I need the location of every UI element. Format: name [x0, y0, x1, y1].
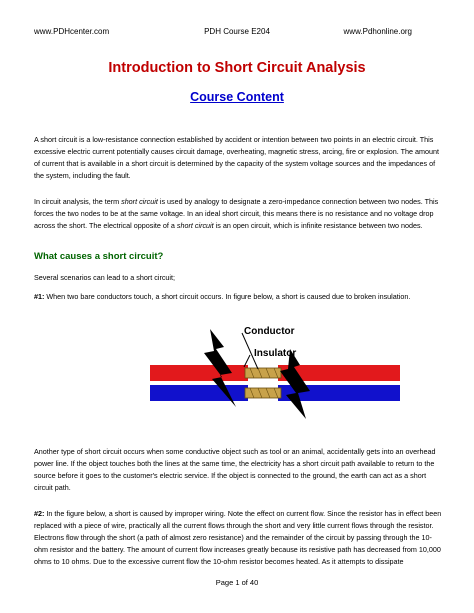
paragraph-circuit-analysis	[34, 196, 442, 232]
text-run: In circuit analysis, the term	[34, 197, 122, 206]
header-course-code: PDH Course E204	[204, 27, 270, 36]
text-run: is an open circuit, which is infinite resistance between two nodes.	[213, 221, 423, 231]
text-run: is used by analogy to designate a zero-impedance connection between two nodes. This forces the two nodes to be at the same voltage. In an ideal short circuit, this means there is no resistance and no voltage drop across the short. The electrical opposite of a	[34, 197, 439, 231]
emphasis-short-circuit: short circuit	[121, 197, 158, 206]
paragraph-definition: A short circuit is a low-resistance connection established by accident or intention between two points in an electric circuit. This excessive electric current potentially causes circuit damage, overheating, magnetic stress, arcing, fire or explosion. The amount of current that is available in a short circuit is determined by the capacity of the system voltage sources and the impedances of the system, including the fault.	[34, 135, 439, 181]
short-circuit-figure	[150, 321, 400, 431]
section-heading-causes: What causes a short circuit?	[34, 251, 164, 262]
cause-number-label: #2:	[34, 509, 45, 518]
header-link-pdhonline[interactable]: www.Pdhonline.org	[343, 27, 412, 36]
bottom-wire-left	[150, 385, 248, 401]
page-subtitle: Course Content	[190, 90, 284, 104]
paragraph-overhead-line: Another type of short circuit occurs when some conductive object such as tool or an animal, accidentally gets into an overhead power line. If the object touches both the lines at the same time, the electricity has a short circuit path available to return to the source before it goes to the customer's electric service. If the object is connected to the ground, the earth can act as a short circuit path.	[34, 447, 436, 493]
cause-text: When two bare conductors touch, a short circuit occurs. In figure below, a short is caused due to broken insulation.	[44, 292, 411, 301]
cause-number-label: #1:	[34, 292, 45, 301]
spark-bolt-right	[280, 349, 310, 419]
paragraph-cause-1	[34, 291, 442, 303]
header-link-pdhcenter[interactable]: www.PDHcenter.com	[34, 27, 110, 36]
insulator-label: Insulator	[254, 348, 297, 359]
emphasis-short-circuit: short circuit	[176, 221, 214, 231]
paragraph-cause-2	[34, 508, 442, 568]
paragraph-scenarios: Several scenarios can lead to a short circuit;	[34, 273, 176, 282]
cause-text: In the figure below, a short is caused by improper wiring. Note the effect on current flow. Since the resistor has in effect been replaced with a piece of wire, practically all the current flows through the short and very little current flows through the resistor. Electrons flow through the short (a path of almost zero resistance) and the remainder of the circuit by passing through the 10-ohm resistor and the battery. The amount of current flow increases greatly because its resistive path has decreased from 10,000 ohms to 10 ohms. Due to the excessive current flow the 10-ohm resistor becomes heated. As it attempts to dissipate	[34, 509, 442, 567]
page-title: Introduction to Short Circuit Analysis	[108, 60, 366, 76]
conductor-label: Conductor	[244, 326, 295, 337]
top-wire-left	[150, 365, 248, 381]
page-number: Page 1 of 40	[215, 578, 259, 587]
